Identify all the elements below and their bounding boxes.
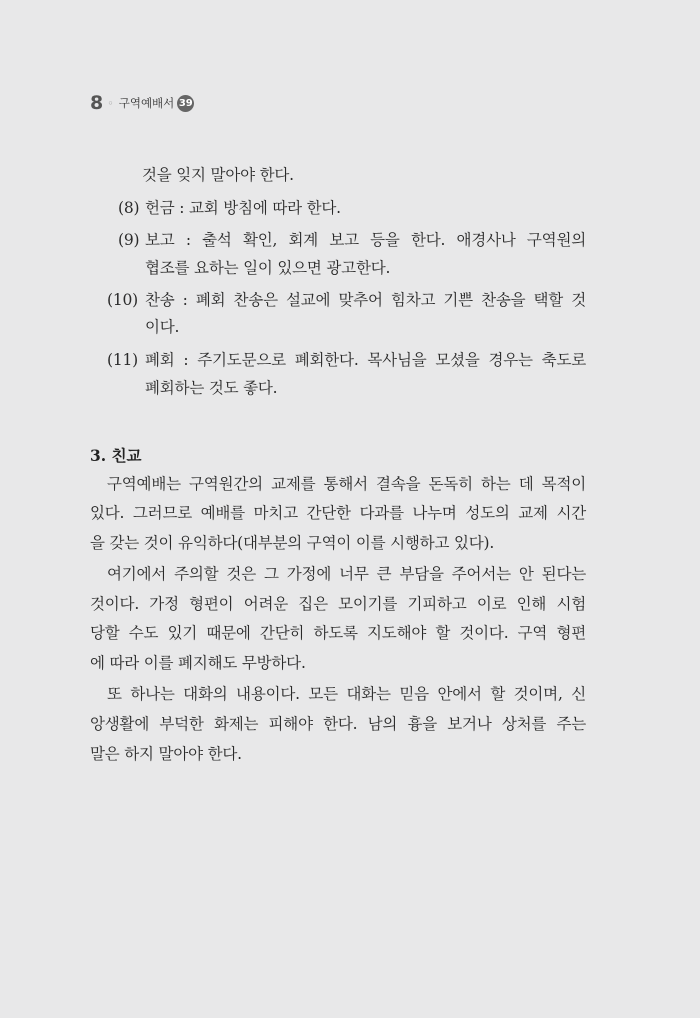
- list-item-11-number: (11): [107, 351, 139, 369]
- header-separator: ◦: [107, 96, 114, 110]
- list-item-11-line-2: 폐회하는 것도 좋다.: [145, 379, 278, 397]
- list-item-11-line-1: 폐회 : 주기도문으로 폐회한다. 목사님을 모셨을 경우는 축도로: [145, 351, 586, 369]
- list-item-9-line-2: 협조를 요하는 일이 있으면 광고한다.: [145, 259, 391, 277]
- page-number: 8: [90, 92, 104, 114]
- paragraph-3-line-1: 또 하나는 대화의 내용이다. 모든 대화는 믿음 안에서 할 것이며, 신: [107, 685, 586, 703]
- list-item-9-number: (9): [118, 231, 140, 249]
- paragraph-1-line-1: 구역예배는 구역원간의 교제를 통해서 결속을 돈독히 하는 데 목적이: [107, 475, 586, 493]
- paragraph-2-line-1: 여기에서 주의할 것은 그 가정에 너무 큰 부담을 주어서는 안 된다는: [107, 565, 586, 583]
- paragraph-3-line-3: 말은 하지 말아야 한다.: [90, 745, 242, 763]
- list-item-10-number: (10): [107, 291, 139, 309]
- running-title: 구역예배서: [118, 96, 175, 110]
- list-item-8-number: (8): [118, 199, 140, 217]
- lesson-number-badge: 39: [177, 95, 194, 112]
- paragraph-1-line-2: 있다. 그러므로 예배를 마치고 간단한 다과를 나누며 성도의 교제 시간: [90, 504, 586, 522]
- list-item-8-line-1: 헌금 : 교회 방침에 따라 한다.: [145, 199, 341, 217]
- list-item-10-line-1: 찬송 : 폐회 찬송은 설교에 맞추어 힘차고 기쁜 찬송을 택할 것: [145, 291, 586, 309]
- paragraph-1-line-3: 을 갖는 것이 유익하다(대부분의 구역이 이를 시행하고 있다).: [90, 534, 495, 552]
- running-header: [90, 92, 194, 114]
- list-item-10-line-2: 이다.: [145, 318, 180, 336]
- paragraph-3-line-2: 앙생활에 부덕한 화제는 피해야 한다. 남의 흉을 보거나 상처를 주는: [90, 715, 586, 733]
- list-continuation-line: 것을 잊지 말아야 한다.: [142, 166, 294, 184]
- paragraph-2-line-3: 당할 수도 있기 때문에 간단히 하도록 지도해야 할 것이다. 구역 형편: [90, 624, 586, 642]
- paragraph-2-line-4: 에 따라 이를 폐지해도 무방하다.: [90, 654, 306, 672]
- paragraph-2-line-2: 것이다. 가정 형편이 어려운 집은 모이기를 기피하고 이로 인해 시험: [90, 595, 586, 613]
- section-heading: 3. 친교: [90, 446, 142, 465]
- list-item-9-line-1: 보고 : 출석 확인, 회계 보고 등을 한다. 애경사나 구역원의: [145, 231, 586, 249]
